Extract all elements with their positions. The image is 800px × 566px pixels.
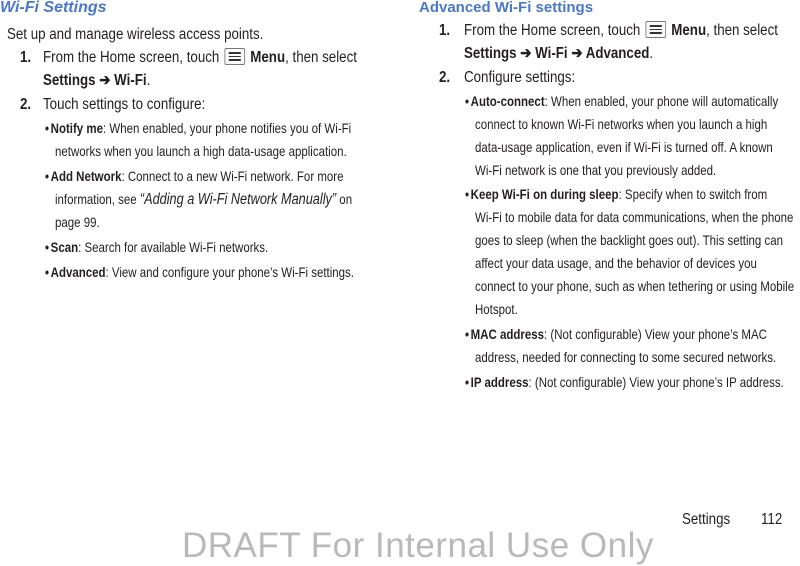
wifi-settings-heading: Wi-Fi Settings: [0, 0, 107, 16]
bullet-ip-address: • IP address: (Not configurable) View your phone’s IP address.: [465, 374, 784, 390]
bullet-line: Wi-Fi network is one that you previously added.: [475, 162, 717, 178]
draft-watermark: DRAFT For Internal Use Only: [182, 526, 654, 565]
step-path: Settings ➔ Wi-Fi ➔ Advanced.: [464, 45, 654, 62]
bullet-line: page 99.: [55, 214, 100, 230]
bullet-advanced: • Advanced: View and configure your phone’s Wi-Fi settings.: [45, 264, 354, 280]
bullet-line: Hotspot.: [475, 301, 518, 317]
bullet-auto-connect: • Auto-connect: When enabled, your phone will automatically: [465, 93, 779, 109]
bullet-add-network: • Add Network: Connect to a new Wi-Fi network. For more: [45, 168, 344, 184]
menu-icon: [224, 48, 245, 65]
bullet-line: networks when you launch a high data-usage application.: [55, 143, 347, 159]
intro-text: Set up and manage wireless access points.: [7, 26, 264, 43]
bullet-line: Wi-Fi to mobile data for data communications, when the phone: [475, 209, 794, 225]
bullet-line: information, see “Adding a Wi-Fi Network Manually” on: [55, 191, 353, 208]
bullet-line: connect to known Wi-Fi networks when you launch a high: [475, 116, 768, 132]
step-number: 1.: [20, 49, 32, 66]
step-number: 2.: [20, 96, 32, 113]
footer-section: Settings: [682, 511, 731, 528]
bullet-line: address, needed for connecting to some secured networks.: [475, 349, 777, 365]
advanced-wifi-heading: Advanced Wi-Fi settings: [419, 0, 594, 16]
bullet-line: data-usage application, even if Wi-Fi is turned off. A known: [475, 139, 773, 155]
step-path: Settings ➔ Wi-Fi.: [43, 72, 151, 89]
bullet-mac-address: • MAC address: (Not configurable) View your phone’s MAC: [465, 326, 767, 342]
bullet-scan: • Scan: Search for available Wi-Fi networks.: [45, 239, 269, 255]
menu-icon: [645, 21, 666, 38]
cross-reference-link[interactable]: “Adding a Wi-Fi Network Manually”: [139, 191, 337, 208]
page-number: 112: [761, 511, 783, 528]
bullet-line: goes to sleep (when the backlight goes out). This setting can: [475, 232, 784, 248]
bullet-keep-wifi-on: • Keep Wi-Fi on during sleep: Specify when to switch from: [465, 186, 768, 202]
step-number: 2.: [439, 69, 451, 86]
step-text: From the Home screen, touch Menu, then select: [43, 49, 357, 66]
step-text: Touch settings to configure:: [43, 96, 206, 113]
bullet-line: affect your data usage, and the behavior of devices you: [475, 255, 757, 271]
step-text: Configure settings:: [464, 69, 576, 86]
bullet-line: connect to your phone, such as when tethering or using Mobile: [475, 278, 795, 294]
step-text: From the Home screen, touch Menu, then select: [464, 22, 778, 39]
step-number: 1.: [439, 22, 451, 39]
bullet-notify-me: • Notify me: When enabled, your phone notifies you of Wi-Fi: [45, 120, 352, 136]
